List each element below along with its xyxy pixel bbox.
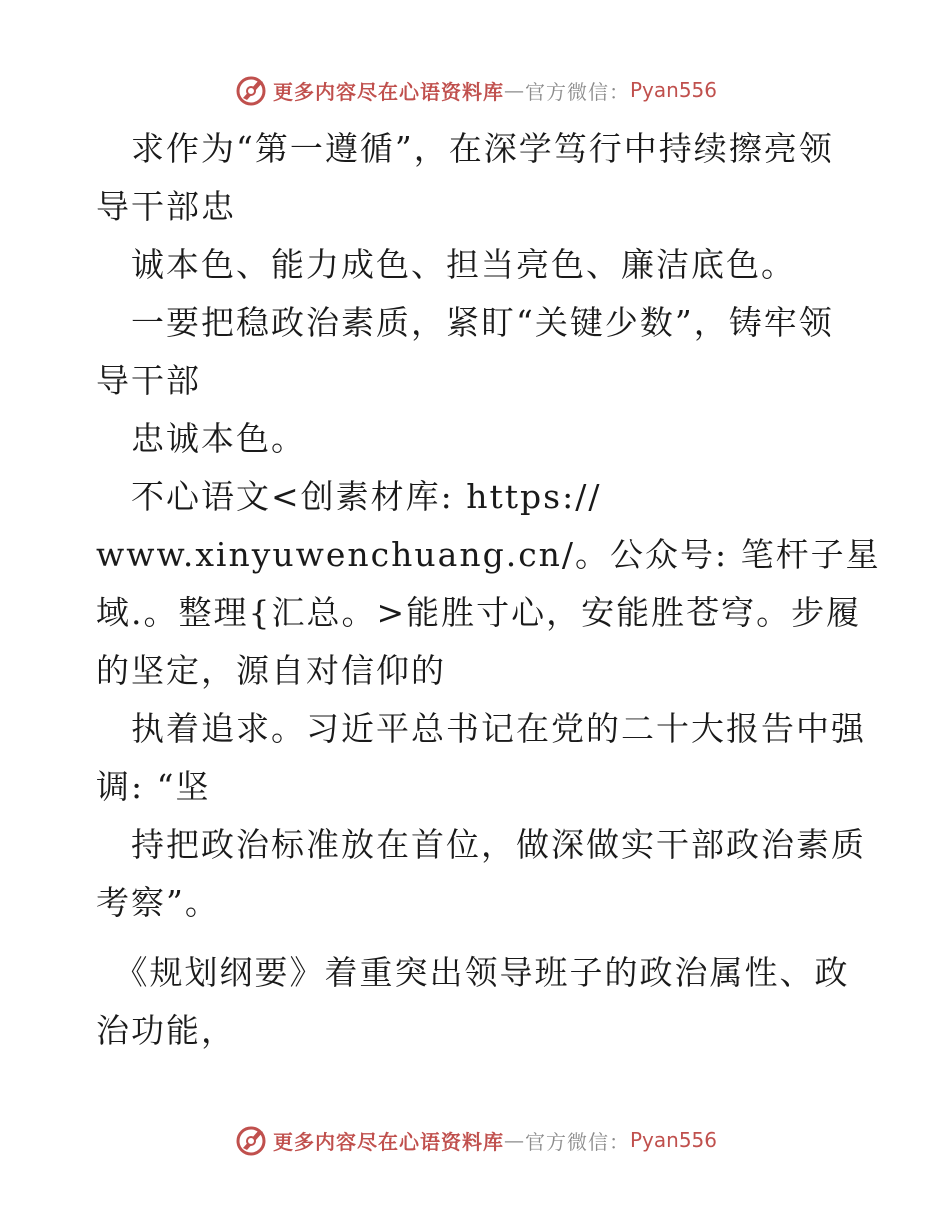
body-line: 调: “坚	[96, 767, 211, 806]
body-line: www.xinyuwenchuang.cn/。公众号: 笔杆子星	[96, 535, 881, 574]
header-wechat-label: 官方微信：	[524, 79, 630, 104]
body-line: 的坚定，源自对信仰的	[96, 651, 446, 690]
header-banner	[0, 70, 950, 110]
body-line: 考察”。	[96, 883, 220, 922]
footer-wechat-id: Pyan556	[629, 1128, 717, 1152]
body-line: 执着追求。习近平总书记在党的二十大报告中强	[96, 709, 866, 748]
header-site-text: 更多内容尽在心语资料库	[272, 79, 504, 104]
body-line: 域.。整理{汇总。>能胜寸心，安能胜苍穹。步履	[96, 593, 862, 632]
footer-wechat-label: 官方微信：	[524, 1129, 630, 1154]
quill-logo-icon	[233, 72, 269, 108]
body-line: 持把政治标准放在首位，做深做实干部政治素质	[96, 825, 866, 864]
body-line: 导干部	[96, 361, 201, 400]
header-wechat-id: Pyan556	[629, 78, 717, 102]
body-line: 诚本色、能力成色、担当亮色、廉洁底色。	[96, 245, 796, 284]
quill-logo-icon	[233, 1122, 269, 1158]
body-line: 忠诚本色。	[96, 419, 306, 458]
footer-banner	[0, 1120, 950, 1160]
body-line: 导干部忠	[96, 187, 236, 226]
body-line: 治功能，	[96, 1011, 236, 1050]
body-line: 一要把稳政治素质，紧盯“关键少数”，铸牢领	[96, 303, 834, 342]
footer-site-text: 更多内容尽在心语资料库	[272, 1129, 504, 1154]
header-dash: —	[503, 78, 525, 102]
body-line: 不心语文<创素材库: https://	[96, 477, 602, 516]
footer-dash: —	[503, 1128, 525, 1152]
body-line: 《规划纲要》着重突出领导班子的政治属性、政	[96, 953, 850, 992]
body-line: 求作为“第一遵循”，在深学笃行中持续擦亮领	[96, 129, 834, 168]
